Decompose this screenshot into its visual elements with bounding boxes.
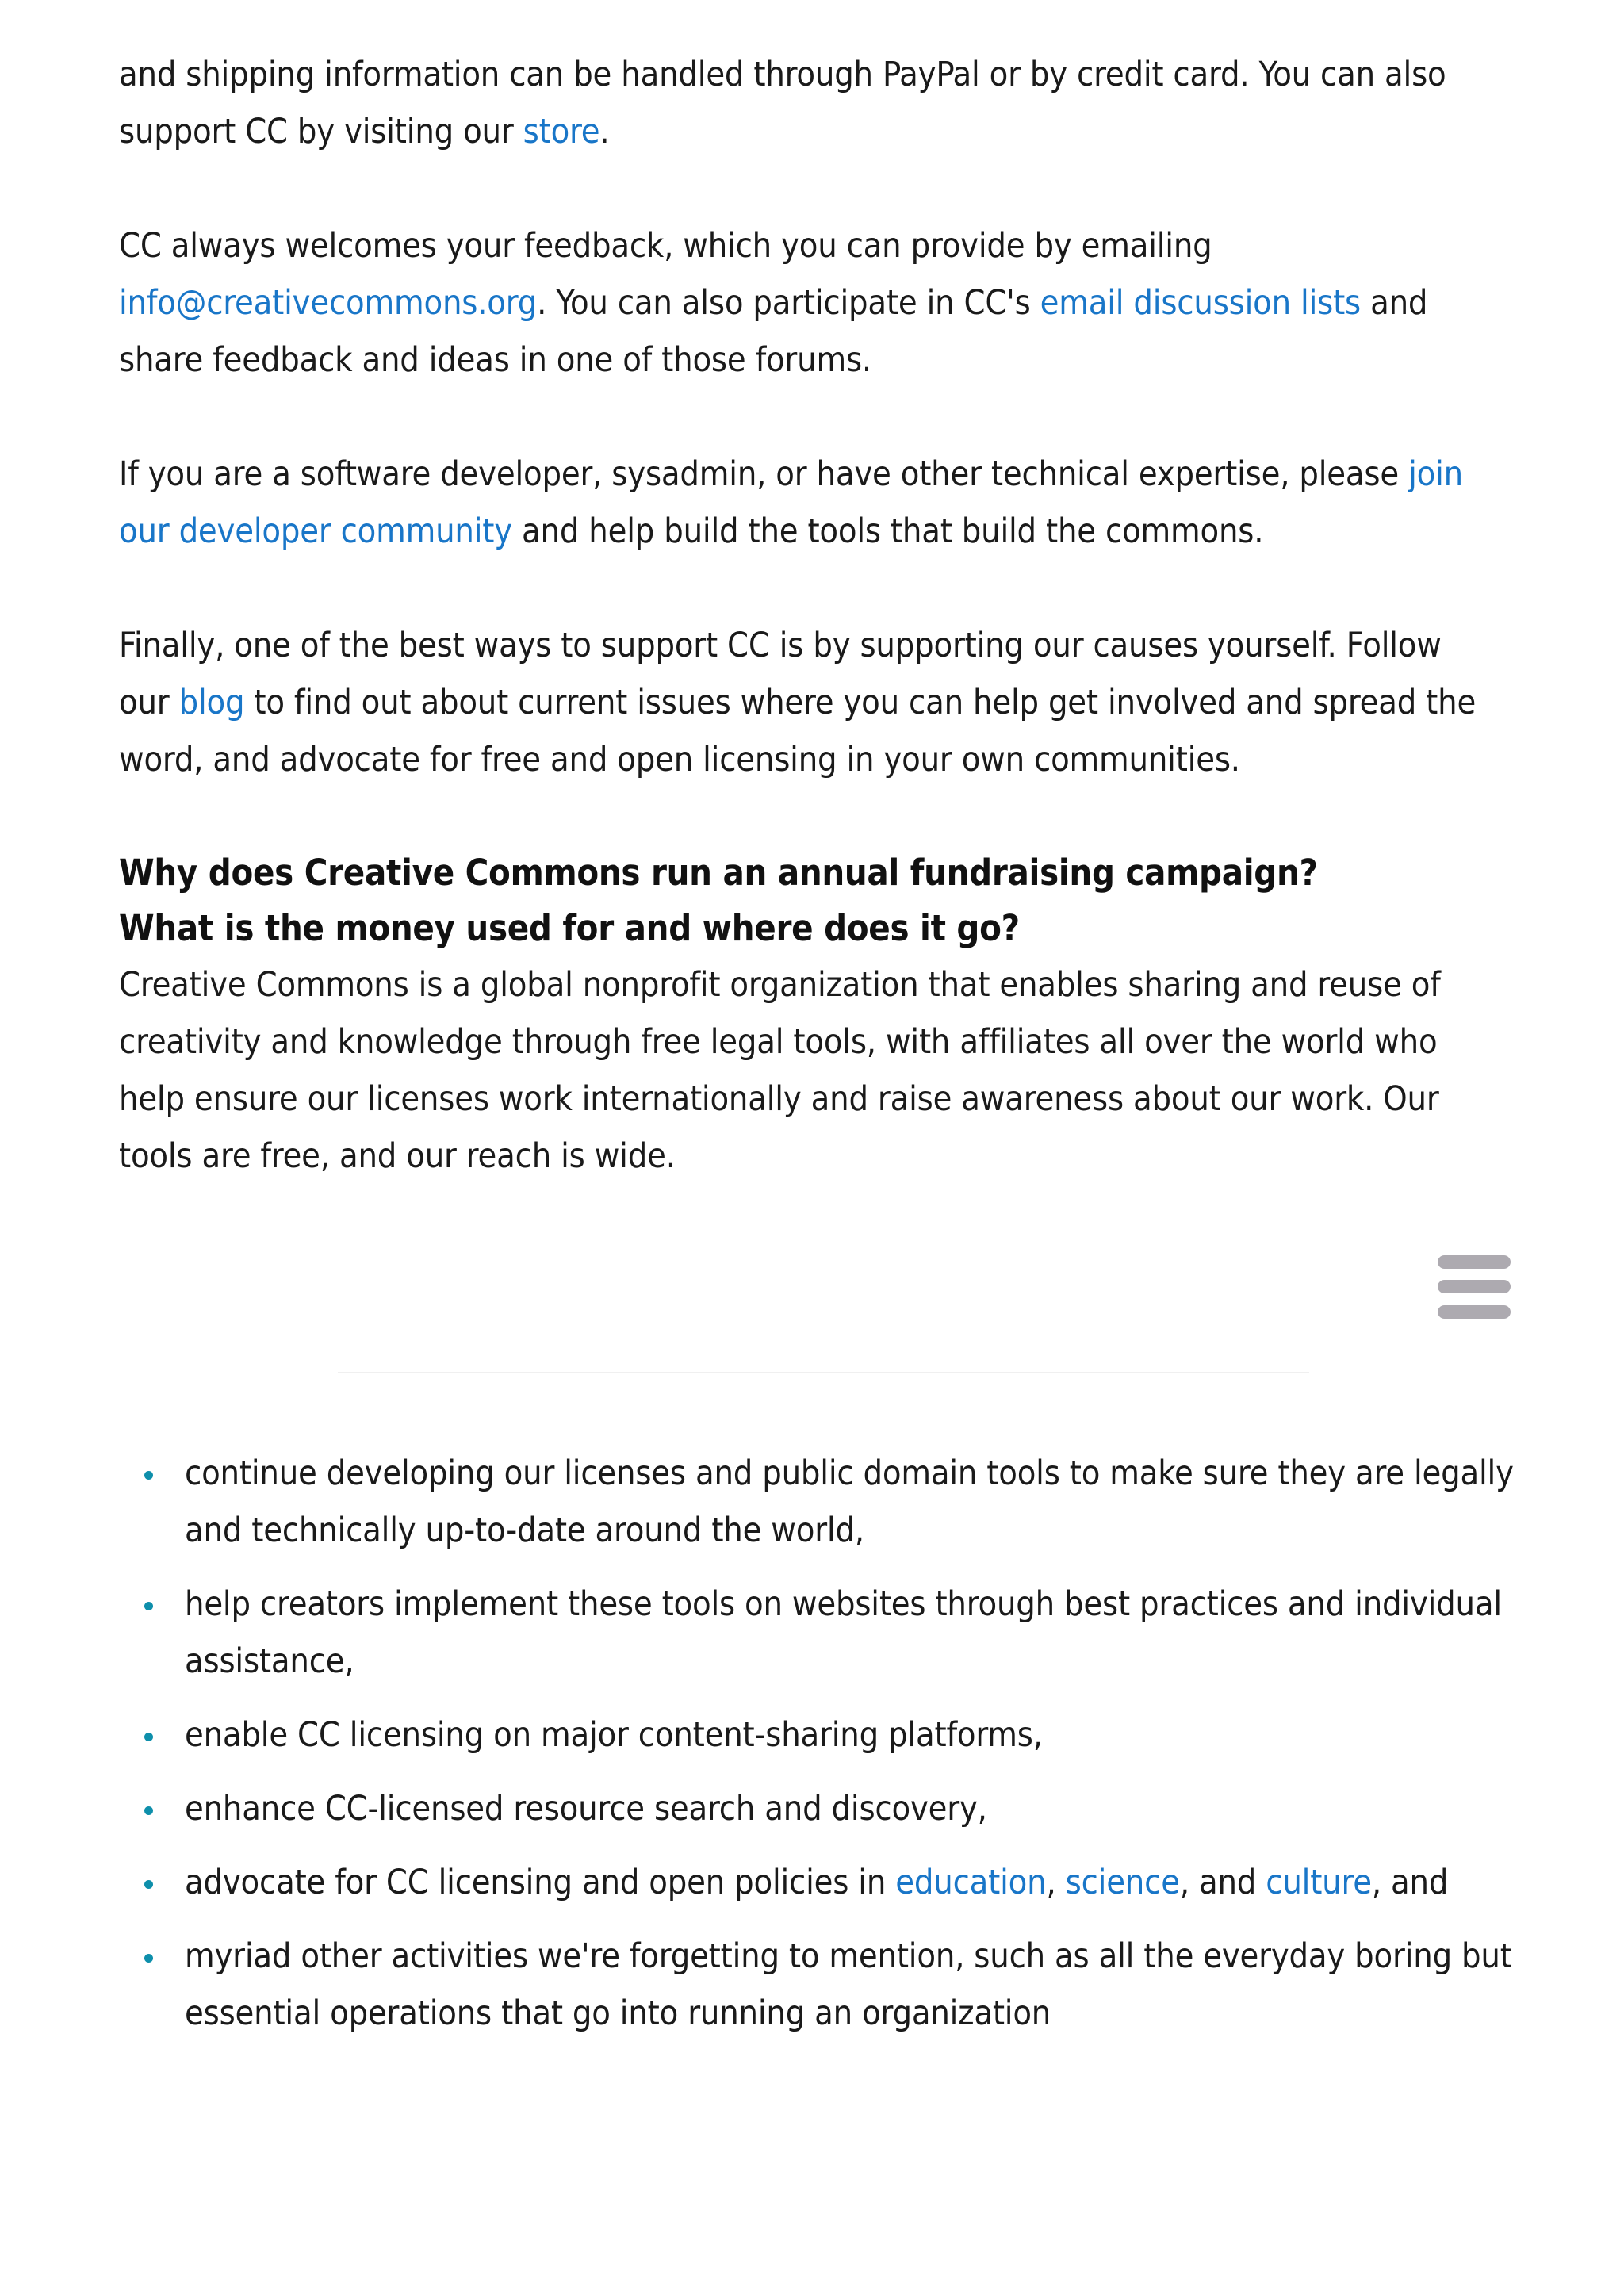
paragraph-feedback: CC always welcomes your feedback, which you can provide by emailing info@creativecommons.org. You can also participate in CC's email discussion lists and share feedback and ideas in one of those forums. [119, 226, 1428, 380]
section-divider [338, 1372, 1309, 1373]
inline-link[interactable]: blog [178, 683, 245, 722]
list-item: continue developing our licenses and public domain tools to make sure they are legally and technically up-to-date around the world, [119, 1445, 1515, 1559]
hamburger-bar-3 [1438, 1305, 1511, 1319]
list-item: enhance CC-licensed resource search and discovery, [119, 1780, 1515, 1837]
inline-link[interactable]: science [1065, 1863, 1180, 1902]
list-item: help creators implement these tools on websites through best practices and individual assistance, [119, 1576, 1515, 1690]
inline-link[interactable]: email discussion lists [1040, 283, 1361, 323]
list-item: advocate for CC licensing and open policies in education, science, and culture, and [119, 1854, 1515, 1911]
paragraph-causes: Finally, one of the best ways to support CC is by supporting our causes yourself. Follow our blog to find out about current issues where you can help get involved and spread the word, and advocate for free and open licensing in your own communities. [119, 626, 1477, 779]
inline-link[interactable]: store [523, 112, 600, 151]
paragraph-spacer [119, 389, 1499, 446]
hamburger-bar-2 [1438, 1280, 1511, 1293]
list-item: myriad other activities we're forgetting to mention, such as all the everyday boring but essential operations that go into running an organization [119, 1928, 1515, 2042]
hamburger-bar-1 [1438, 1255, 1511, 1269]
article-body [119, 0, 1499, 1185]
paragraph-spacer [119, 160, 1499, 217]
paragraph-developer: If you are a software developer, sysadmin, or have other technical expertise, please join our developer community and help build the tools that build the commons. [119, 454, 1463, 551]
faq-answer: Creative Commons is a global nonprofit organization that enables sharing and reuse of creativity and knowledge through free legal tools, with affiliates all over the world who help ensure our licenses work internationally and raise awareness about our work. Our tools are free, and our reach is wide. [119, 965, 1441, 1176]
activities-list [119, 1445, 1515, 2058]
faq-question-line-1: Why does Creative Commons run an annual fundraising campaign? [119, 852, 1318, 894]
hamburger-menu-icon[interactable] [1438, 1255, 1511, 1319]
paragraph-spacer [119, 788, 1499, 845]
inline-link[interactable]: info@creativecommons.org [119, 283, 538, 323]
faq-question-line-2: What is the money used for and where does it go? [119, 907, 1020, 949]
paragraph-spacer [119, 560, 1499, 617]
inline-link[interactable]: join our developer community [119, 454, 1463, 551]
inline-link[interactable]: culture [1266, 1863, 1372, 1902]
inline-link[interactable]: education [895, 1863, 1047, 1902]
paragraph-paypal: and shipping information can be handled through PayPal or by credit card. You can also support CC by visiting our store. [119, 55, 1446, 151]
list-item: enable CC licensing on major content-sharing platforms, [119, 1706, 1515, 1764]
